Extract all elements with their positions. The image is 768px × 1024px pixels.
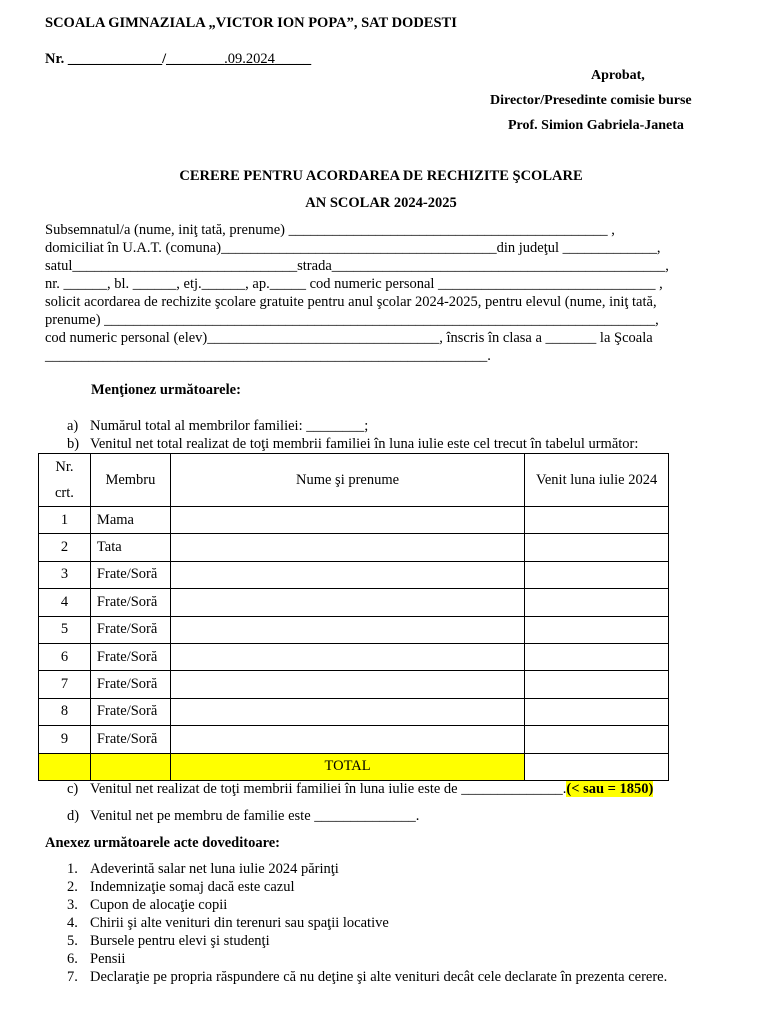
item-a-text: Numărul total al membrilor familiei: ________; bbox=[90, 418, 369, 434]
annex-title: Anexez următoarele acte doveditoare: bbox=[45, 835, 281, 851]
approval-role: Director/Presedinte comisie burse bbox=[490, 93, 692, 108]
body-line-2: domiciliat în U.A.T. (comuna)______________________________________din judeţul _____________, bbox=[45, 240, 661, 256]
item-c-label: c) bbox=[67, 781, 79, 797]
row-nr: 7 bbox=[39, 671, 91, 698]
item-b bbox=[67, 436, 639, 453]
row-nr: 2 bbox=[39, 534, 91, 561]
nr-blank-2[interactable]: ________ bbox=[166, 51, 225, 67]
row-venit-cell[interactable] bbox=[525, 698, 669, 725]
row-venit-cell[interactable] bbox=[525, 589, 669, 616]
school-year-title: AN SCOLAR 2024-2025 bbox=[305, 195, 457, 211]
row-nume-cell[interactable] bbox=[170, 507, 524, 534]
total-value-cell[interactable] bbox=[525, 753, 669, 780]
item-a-label: a) bbox=[67, 418, 79, 434]
total-empty-membru bbox=[90, 753, 170, 780]
row-nr: 6 bbox=[39, 643, 91, 670]
item-d-label: d) bbox=[67, 808, 80, 824]
item-a bbox=[67, 418, 369, 435]
header-nume-prenume: Nume şi prenume bbox=[170, 454, 524, 507]
header-venit: Venit luna iulie 2024 bbox=[525, 454, 669, 507]
income-threshold-highlight: (< sau = 1850) bbox=[566, 781, 654, 797]
table-row bbox=[39, 671, 669, 698]
row-nume-cell[interactable] bbox=[170, 589, 524, 616]
row-nume-cell[interactable] bbox=[170, 616, 524, 643]
list-item: 1. Adeverintă salar net luna iulie 2024 părinţi bbox=[67, 861, 339, 877]
nr-blank-1[interactable]: _____________ bbox=[67, 51, 163, 67]
table-row bbox=[39, 561, 669, 588]
item-b-label: b) bbox=[67, 436, 80, 452]
table-row bbox=[39, 643, 669, 670]
header-nr-crt: Nr. crt. bbox=[39, 454, 91, 507]
table-row bbox=[39, 589, 669, 616]
mentions-title: Menţionez următoarele: bbox=[91, 382, 241, 398]
document-title: CERERE PENTRU ACORDAREA DE RECHIZITE ŞCOLARE bbox=[179, 168, 583, 184]
list-item: 7. Declaraţie pe propria răspundere că nu deţine şi alte venituri decât cele declarate în prezenta cerere. bbox=[67, 969, 668, 985]
table-row bbox=[39, 507, 669, 534]
row-membru: Frate/Soră bbox=[90, 643, 170, 670]
row-nr: 4 bbox=[39, 589, 91, 616]
row-membru: Frate/Soră bbox=[90, 616, 170, 643]
row-nr: 3 bbox=[39, 561, 91, 588]
body-line-1: Subsemnatul/a (nume, iniţ tată, prenume) ____________________________________________ , bbox=[45, 222, 615, 238]
item-c bbox=[67, 781, 654, 798]
row-nume-cell[interactable] bbox=[170, 643, 524, 670]
row-membru: Frate/Soră bbox=[90, 671, 170, 698]
list-item: 6. Pensii bbox=[67, 951, 126, 967]
table-row bbox=[39, 534, 669, 561]
row-nume-cell[interactable] bbox=[170, 534, 524, 561]
body-line-3: satul_______________________________strada______________________________________________, bbox=[45, 258, 669, 274]
table-row bbox=[39, 698, 669, 725]
approval-label: Aprobat, bbox=[591, 68, 645, 83]
table-total-row bbox=[39, 753, 669, 780]
row-membru: Frate/Soră bbox=[90, 589, 170, 616]
row-venit-cell[interactable] bbox=[525, 507, 669, 534]
table-header-row bbox=[39, 454, 669, 507]
body-line-7: cod numeric personal (elev)________________________________, înscris în clasa a _______ la Şcoala bbox=[45, 330, 653, 346]
item-c-text: Venitul net realizat de toţi membrii familiei în luna iulie este de ______________. bbox=[90, 781, 567, 797]
family-members-table bbox=[38, 453, 669, 781]
item-c-line bbox=[90, 781, 653, 798]
body-line-4: nr. ______, bl. ______, etj.______, ap._____ cod numeric personal ______________________________ , bbox=[45, 276, 663, 292]
list-item: 5. Bursele pentru elevi şi studenţi bbox=[67, 933, 270, 949]
row-membru: Frate/Soră bbox=[90, 726, 170, 753]
body-line-6: prenume) ____________________________________________________________________________, bbox=[45, 312, 659, 328]
nr-date: .09.2024 bbox=[224, 51, 275, 67]
body-line-8: _____________________________________________________________. bbox=[45, 348, 491, 364]
row-membru: Frate/Soră bbox=[90, 561, 170, 588]
list-item: 2. Indemnizaţie somaj dacă este cazul bbox=[67, 879, 295, 895]
nr-blank-3[interactable]: _____ bbox=[274, 51, 312, 67]
nr-prefix: Nr. bbox=[45, 51, 68, 67]
row-nume-cell[interactable] bbox=[170, 561, 524, 588]
table-row bbox=[39, 616, 669, 643]
row-membru: Tata bbox=[90, 534, 170, 561]
row-nume-cell[interactable] bbox=[170, 698, 524, 725]
row-membru: Mama bbox=[90, 507, 170, 534]
row-venit-cell[interactable] bbox=[525, 616, 669, 643]
total-label: TOTAL bbox=[170, 753, 524, 780]
row-venit-cell[interactable] bbox=[525, 671, 669, 698]
row-nr: 1 bbox=[39, 507, 91, 534]
row-venit-cell[interactable] bbox=[525, 561, 669, 588]
school-name: SCOALA GIMNAZIALA „VICTOR ION POPA”, SAT DODESTI bbox=[45, 15, 457, 31]
row-venit-cell[interactable] bbox=[525, 726, 669, 753]
approval-name: Prof. Simion Gabriela-Janeta bbox=[508, 118, 684, 133]
row-nr: 8 bbox=[39, 698, 91, 725]
row-membru: Frate/Soră bbox=[90, 698, 170, 725]
row-venit-cell[interactable] bbox=[525, 643, 669, 670]
row-nr: 9 bbox=[39, 726, 91, 753]
row-nume-cell[interactable] bbox=[170, 671, 524, 698]
body-line-5: solicit acordarea de rechizite şcolare gratuite pentru anul şcolar 2024-2025, pentru elevul (nume, iniţ tată, bbox=[45, 294, 657, 310]
item-d-text: Venitul net pe membru de familie este ______________. bbox=[90, 808, 420, 824]
header-membru: Membru bbox=[90, 454, 170, 507]
list-item: 4. Chirii şi alte venituri din terenuri sau spaţii locative bbox=[67, 915, 389, 931]
list-item: 3. Cupon de alocaţie copii bbox=[67, 897, 228, 913]
row-nr: 5 bbox=[39, 616, 91, 643]
item-b-text: Venitul net total realizat de toţi membrii familiei în luna iulie este cel trecut în tabelul următor: bbox=[90, 436, 639, 452]
total-empty-nr bbox=[39, 753, 91, 780]
registration-number bbox=[45, 51, 311, 68]
item-d bbox=[67, 808, 420, 825]
table-row bbox=[39, 726, 669, 753]
row-venit-cell[interactable] bbox=[525, 534, 669, 561]
nr-slash: / bbox=[162, 51, 167, 67]
row-nume-cell[interactable] bbox=[170, 726, 524, 753]
